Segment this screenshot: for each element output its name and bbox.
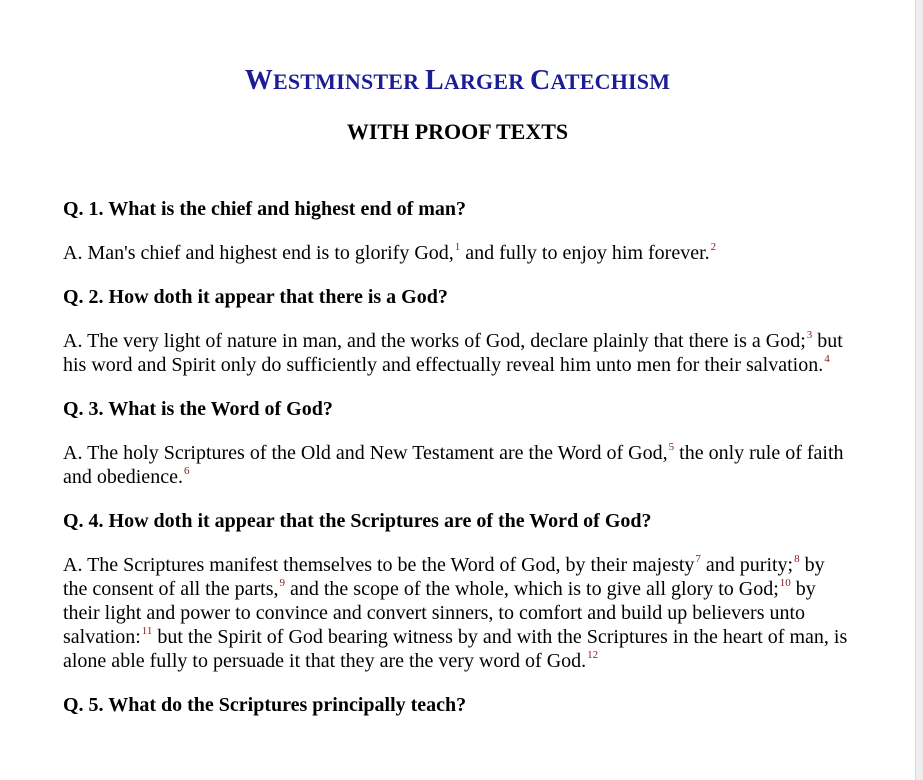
answer-text: A. Man's chief and highest end is to glorify God,	[63, 242, 454, 264]
footnote-link[interactable]: 9	[279, 577, 285, 589]
answer-text: and the scope of the whole, which is to give all glory to God;	[285, 578, 779, 600]
answer-text: A. The very light of nature in man, and the works of God, declare plainly that there is a God;	[63, 330, 806, 352]
page-edge	[915, 0, 923, 780]
answer-text: A. The Scriptures manifest themselves to be the Word of God, by their majesty	[63, 554, 695, 576]
answer-text: but the Spirit of God bearing witness by and with the Scriptures in the heart of man, is alone able fully to persuade it that they are the very word of God.	[63, 626, 848, 672]
title-initial: C	[530, 65, 551, 96]
title-text: ESTMINSTER	[273, 69, 425, 94]
title-initial: W	[244, 65, 273, 96]
answer-text: and purity;	[700, 554, 794, 576]
answer	[63, 329, 853, 377]
answer	[63, 553, 853, 673]
footnote-link[interactable]: 5	[668, 441, 675, 453]
title-text: ATECHISM	[550, 69, 671, 94]
question: Q. 1. What is the chief and highest end of man?	[63, 198, 467, 220]
question: Q. 5. What do the Scriptures principally teach?	[63, 694, 467, 716]
footnote-link[interactable]: 7	[695, 553, 701, 565]
title-initial: L	[424, 65, 444, 96]
question: Q. 4. How doth it appear that the Scriptures are of the Word of God?	[63, 510, 652, 532]
document-subtitle: WITH PROOF TEXTS	[346, 119, 569, 144]
answer-text: by the consent of all the parts,	[63, 554, 825, 600]
footnote-link[interactable]: 6	[183, 465, 190, 477]
question: Q. 2. How doth it appear that there is a God?	[63, 286, 448, 308]
answer-text: the only rule of faith and obedience.	[63, 442, 844, 488]
footnote-link[interactable]: 3	[806, 329, 813, 341]
footnote-link[interactable]: 1	[454, 241, 461, 253]
footnote-link[interactable]: 8	[794, 553, 800, 565]
footnote-link[interactable]: 4	[824, 353, 830, 365]
document-title	[0, 64, 915, 99]
catechism-content	[63, 197, 853, 717]
footnote-link[interactable]: 11	[141, 625, 153, 637]
answer-text: by their light and power to convince and convert sinners, to comfort and build up believers unto salvation:	[63, 578, 816, 648]
answer	[63, 441, 853, 489]
question: Q. 3. What is the Word of God?	[63, 398, 333, 420]
answer-text: A. The holy Scriptures of the Old and New Testament are the Word of God,	[63, 442, 668, 464]
answer-text: but his word and Spirit only do sufficiently and effectually reveal him unto men for their salvation.	[63, 330, 843, 376]
footnote-link[interactable]: 12	[587, 649, 599, 661]
footnote-link[interactable]: 2	[710, 241, 717, 253]
answer-text: and fully to enjoy him forever.	[460, 242, 710, 264]
footnote-link[interactable]: 10	[779, 577, 791, 589]
title-text: ARGER	[443, 69, 531, 94]
answer	[63, 241, 853, 265]
